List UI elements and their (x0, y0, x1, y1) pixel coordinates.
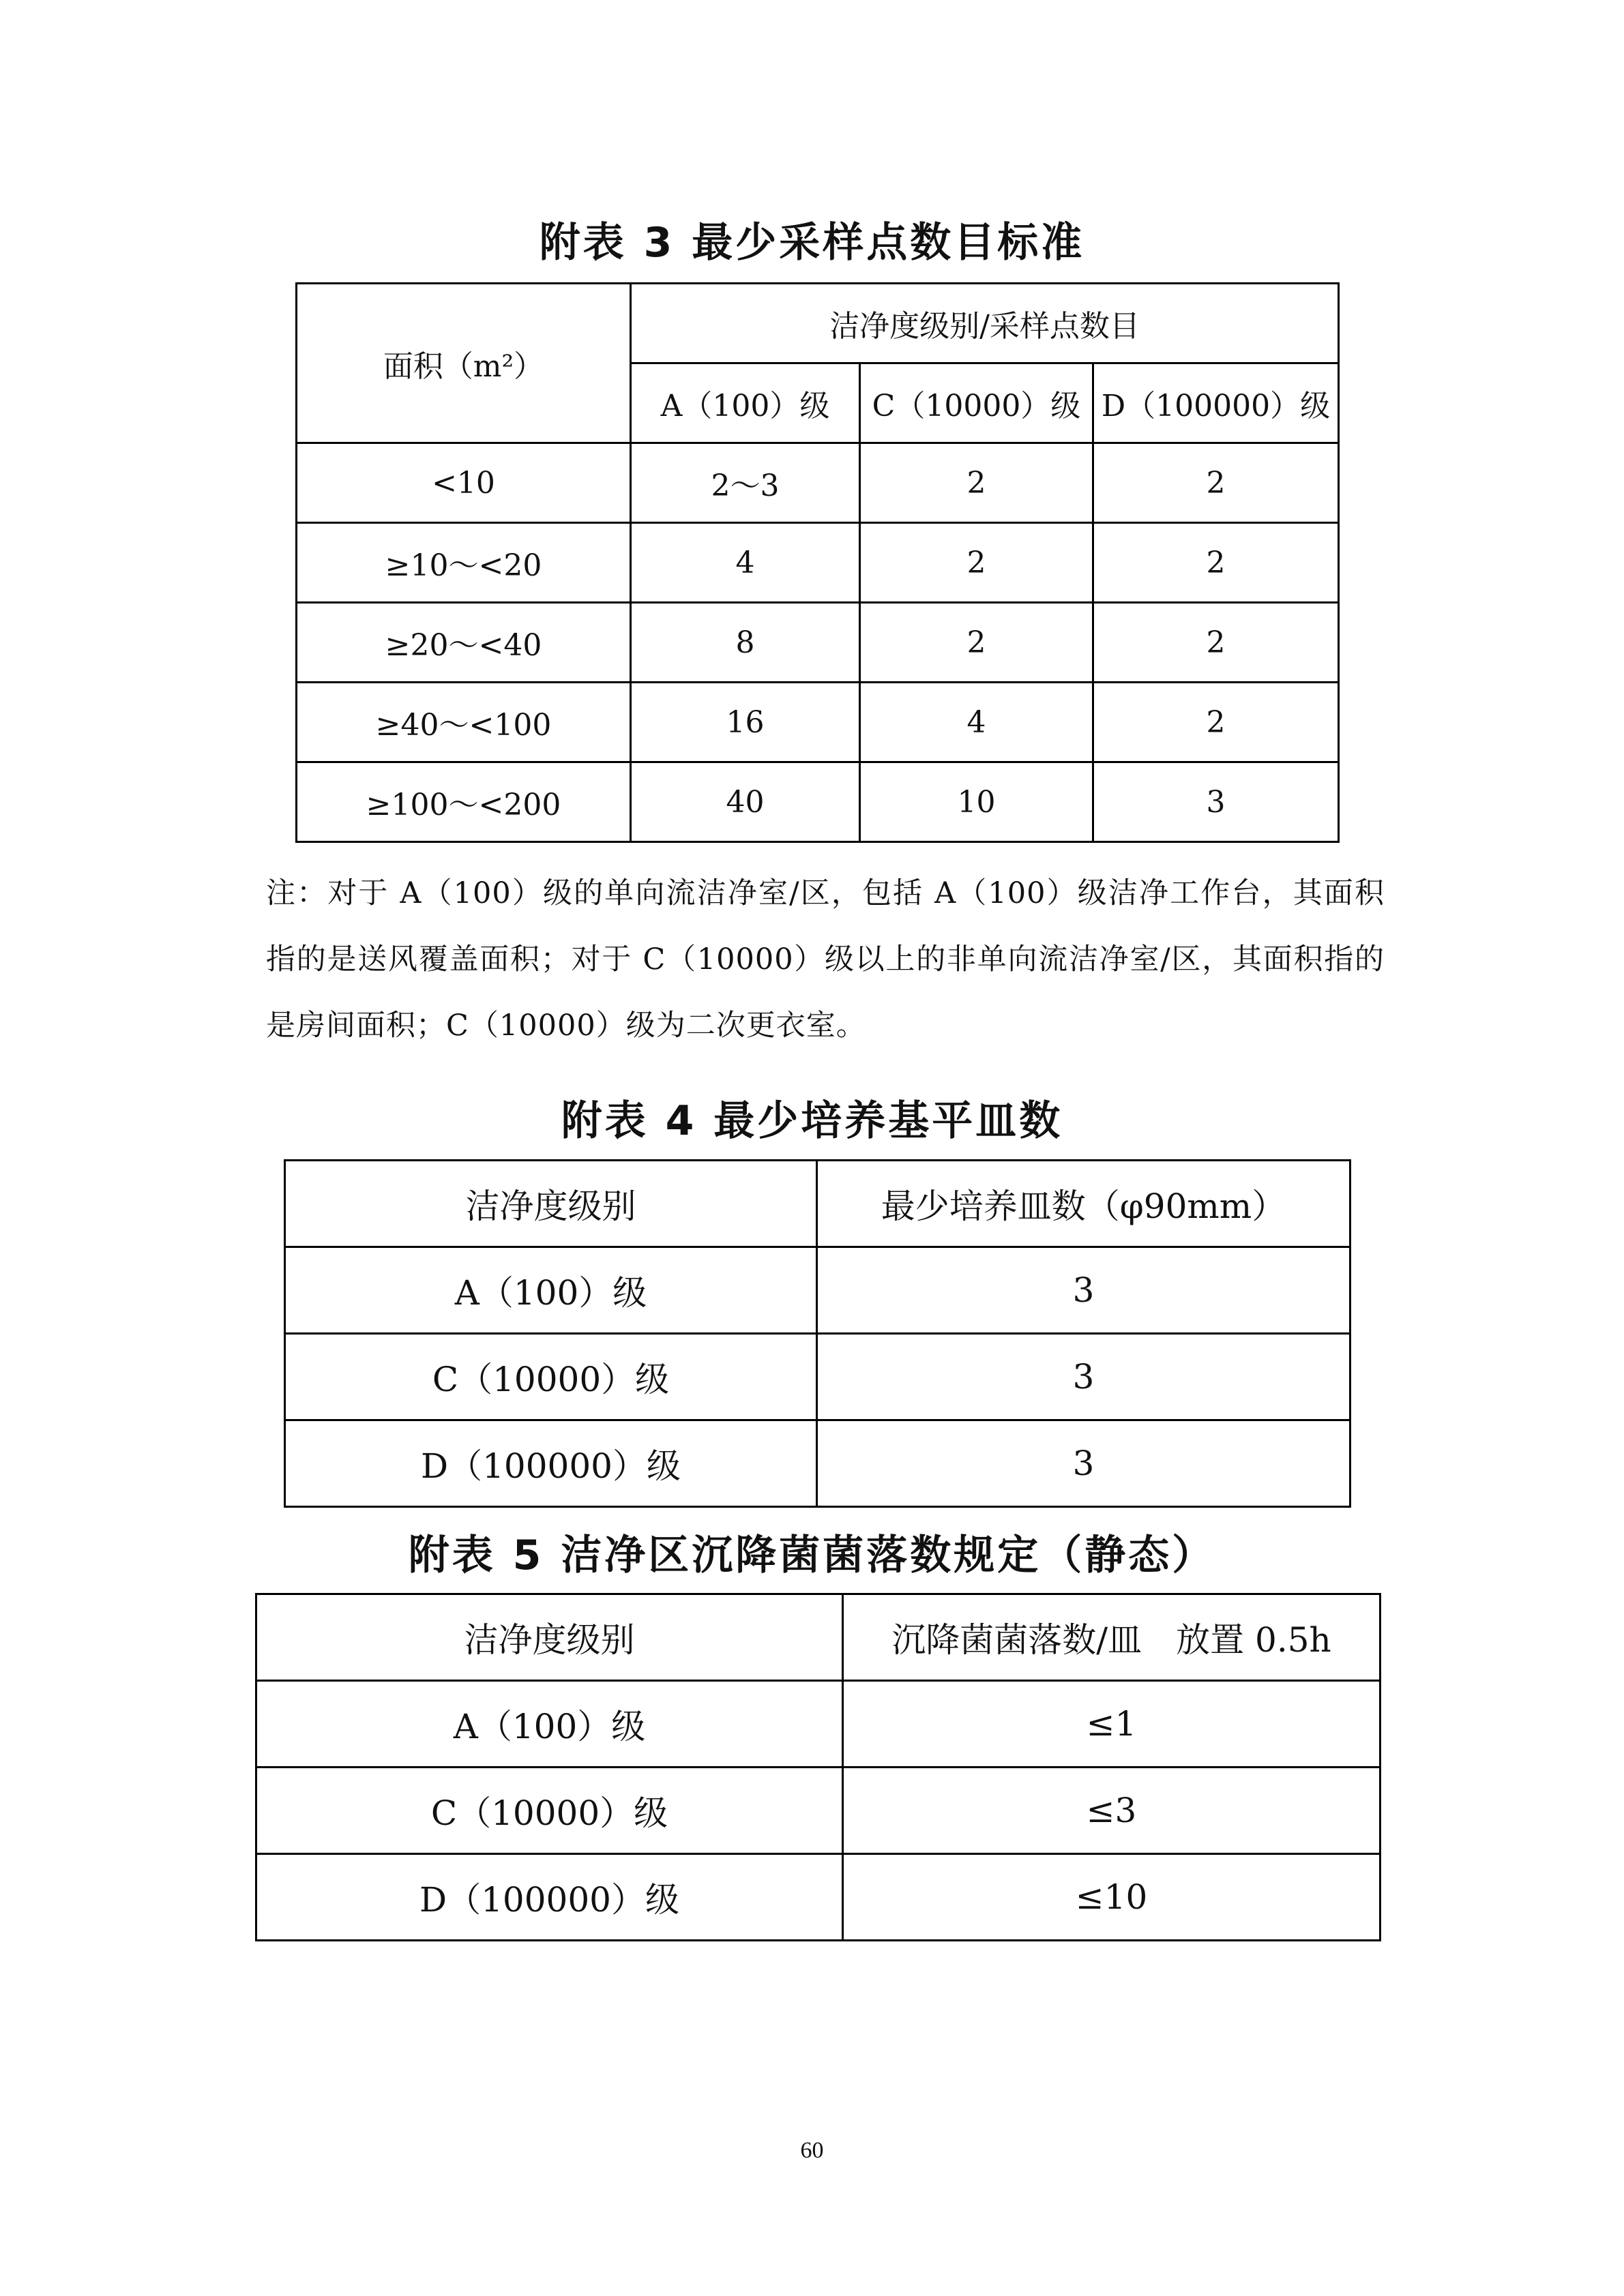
table5-header-row (256, 1594, 1381, 1681)
cell-grade-a: 4 (631, 523, 860, 603)
cell-grade-d: 2 (1093, 443, 1339, 523)
cell-level: A（100）级 (256, 1681, 843, 1768)
cell-value: ≤1 (843, 1681, 1381, 1768)
table3-title: 附表 3 最少采样点数目标准 (539, 219, 1085, 267)
cell-area: ≥10～<20 (297, 523, 631, 603)
cell-grade-d: 2 (1093, 683, 1339, 762)
cell-grade-a: 40 (631, 762, 860, 842)
table5-title: 附表 5 洁净区沉降菌菌落数规定（静态） (408, 1532, 1216, 1579)
cell-area: <10 (297, 443, 631, 523)
table3-header-row (297, 284, 1339, 363)
header-cleanliness-level: 洁净度级别 (256, 1594, 843, 1681)
cell-value: ≤10 (843, 1854, 1381, 1941)
header-grade-c: C（10000）级 (860, 363, 1093, 443)
table4 (284, 1159, 1351, 1508)
header-cleanliness-level: 洁净度级别 (285, 1161, 817, 1247)
cell-level: D（100000）级 (256, 1854, 843, 1941)
cell-level: A（100）级 (285, 1247, 817, 1334)
cell-level: C（10000）级 (256, 1768, 843, 1854)
table-row (297, 443, 1339, 523)
table4-title: 附表 4 最少培养基平皿数 (561, 1097, 1063, 1145)
cell-level: C（10000）级 (285, 1334, 817, 1420)
table-row (285, 1334, 1350, 1420)
table-row (285, 1247, 1350, 1334)
table-row (297, 762, 1339, 842)
cell-area: ≥20～<40 (297, 603, 631, 683)
page-number: 60 (800, 2138, 824, 2163)
cell-grade-c: 2 (860, 443, 1093, 523)
table-row (256, 1854, 1381, 1941)
header-cleanliness-group: 洁净度级别/采样点数目 (631, 284, 1339, 363)
cell-value: 3 (817, 1420, 1350, 1507)
table-row (285, 1420, 1350, 1507)
cell-grade-a: 16 (631, 683, 860, 762)
table3-note: 注：对于 A（100）级的单向流洁净室/区，包括 A（100）级洁净工作台，其面积指的是送风覆盖面积；对于 C（10000）级以上的非单向流洁净室/区，其面积指的是房间面积；C（10000）级为二次更衣室。 (266, 876, 1385, 1043)
header-grade-a: A（100）级 (631, 363, 860, 443)
table4-header-row (285, 1161, 1350, 1247)
cell-area: ≥40～<100 (297, 683, 631, 762)
cell-value: 3 (817, 1334, 1350, 1420)
header-grade-d: D（100000）级 (1093, 363, 1339, 443)
table-row (297, 603, 1339, 683)
cell-grade-d: 2 (1093, 603, 1339, 683)
cell-grade-d: 3 (1093, 762, 1339, 842)
cell-level: D（100000）级 (285, 1420, 817, 1507)
cell-value: 3 (817, 1247, 1350, 1334)
cell-value: ≤3 (843, 1768, 1381, 1854)
header-settle-plate-count: 沉降菌菌落数/皿 放置 0.5h (843, 1594, 1381, 1681)
table3 (295, 282, 1340, 843)
table-row (256, 1768, 1381, 1854)
table-row (256, 1681, 1381, 1768)
cell-grade-c: 2 (860, 603, 1093, 683)
header-area: 面积（m²） (297, 284, 631, 443)
cell-grade-c: 2 (860, 523, 1093, 603)
table5 (255, 1593, 1381, 1941)
cell-area: ≥100～<200 (297, 762, 631, 842)
cell-grade-a: 8 (631, 603, 860, 683)
header-min-plate-count: 最少培养皿数（φ90mm） (817, 1161, 1350, 1247)
cell-grade-c: 10 (860, 762, 1093, 842)
cell-grade-c: 4 (860, 683, 1093, 762)
cell-grade-d: 2 (1093, 523, 1339, 603)
cell-grade-a: 2～3 (631, 443, 860, 523)
table-row (297, 683, 1339, 762)
table-row (297, 523, 1339, 603)
